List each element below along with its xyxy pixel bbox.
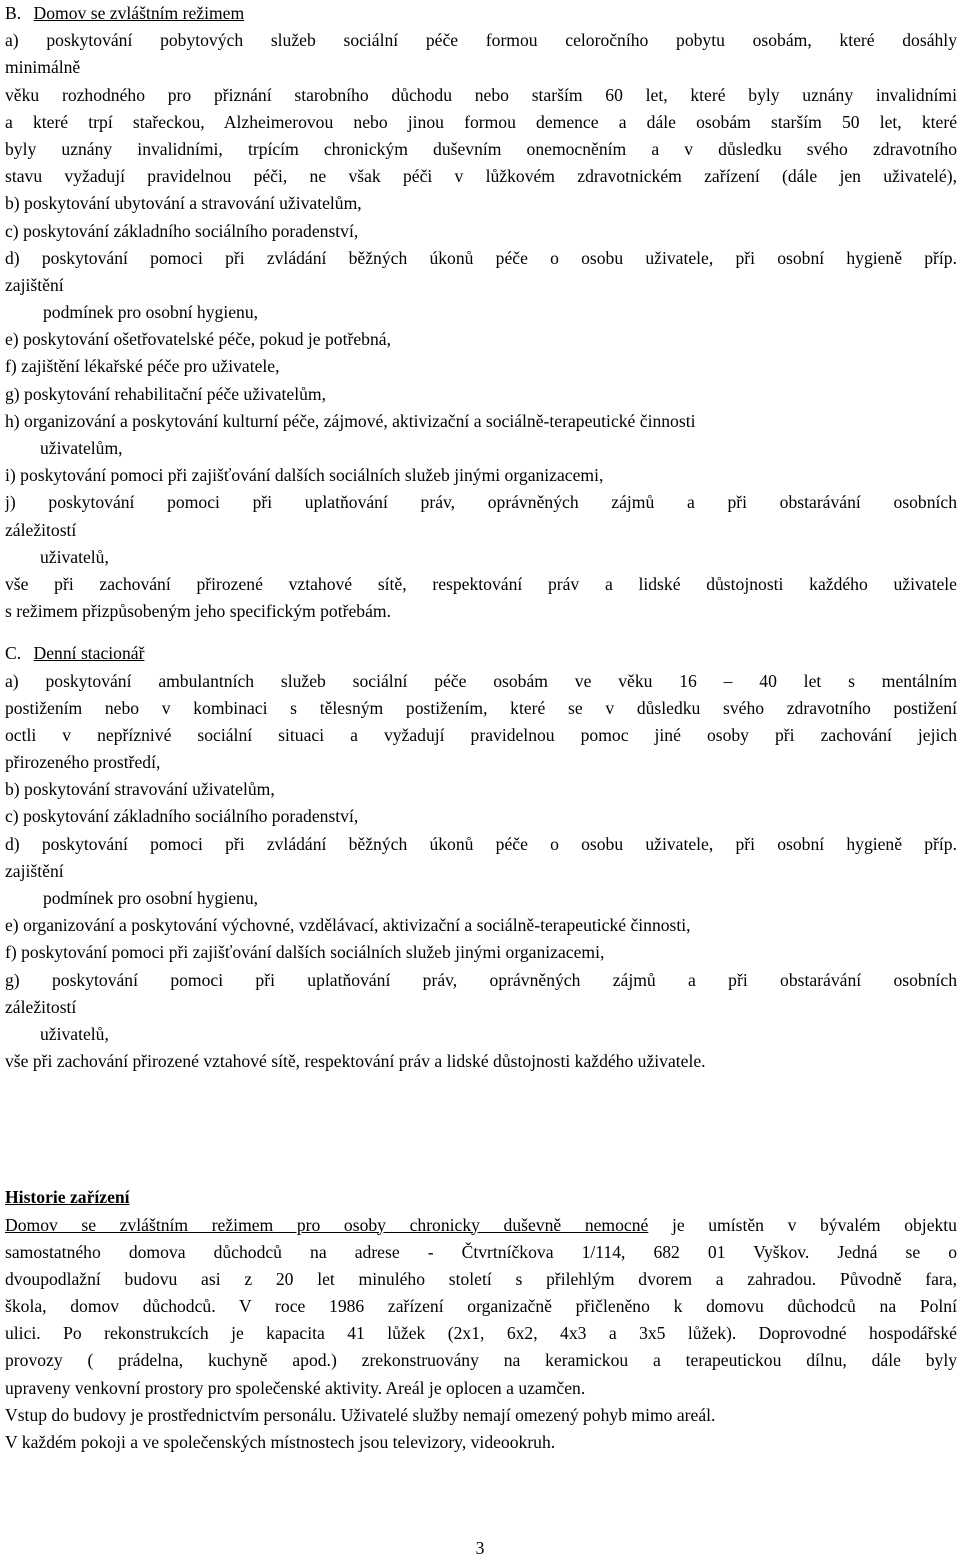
section-c-line: g) poskytování pomoci při uplatňování práv, oprávněných zájmů a při obstarávání osobních	[5, 969, 957, 990]
section-b-line: h) organizování a poskytování kulturní péče, zájmové, aktivizační a sociálně-terapeutické činnosti	[5, 410, 696, 431]
section-b-line: e) poskytování ošetřovatelské péče, pokud je potřebná,	[5, 329, 391, 350]
section-b-line: a které trpí stařeckou, Alzheimerovou nebo jinou formou demence a dále osobám starším 50 let, které	[5, 111, 957, 132]
section-b-line: d) poskytování pomoci při zvládání běžných úkonů péče o osobu uživatele, při osobní hygieně příp.	[5, 247, 957, 268]
section-b-line: b) poskytování ubytování a stravování uživatelům,	[5, 193, 362, 214]
section-c-line: f) poskytování pomoci při zajišťování dalších sociálních služeb jinými organizacemi,	[5, 942, 605, 963]
section-b-line: zajištění	[5, 274, 64, 295]
section-b-line: záležitostí	[5, 519, 77, 540]
section-c-title: Denní stacionář	[33, 643, 145, 664]
section-c-line: vše při zachování přirozené vztahové sítě, respektování práv a lidské důstojnosti každého uživatele.	[5, 1051, 706, 1072]
section-c-line: c) poskytování základního sociálního poradenství,	[5, 806, 359, 827]
section-b-line: c) poskytování základního sociálního poradenství,	[5, 220, 359, 241]
section-b-line: uživatelů,	[40, 546, 109, 567]
historie-line: samostatného domova důchodců na adrese - Čtvrtníčkova 1/114, 682 01 Vyškov. Jedná se o	[5, 1241, 957, 1262]
section-b-heading	[5, 0, 957, 27]
historie-first-line-rest: je umístěn v bývalém objektu	[648, 1214, 957, 1235]
historie-first-line	[5, 1212, 957, 1239]
section-b-title: Domov se zvláštním režimem	[33, 3, 245, 23]
section-b-line: minimálně	[5, 57, 81, 78]
section-c-heading	[5, 640, 957, 667]
section-c-line: octli v nepříznivé sociální situaci a vyžadují pravidelnou pomoc jiné osoby při zachování jejich	[5, 724, 957, 745]
section-c-letter: C.	[5, 643, 22, 664]
section-c-line: e) organizování a poskytování výchovné, vzdělávací, aktivizační a sociálně-terapeutické činnosti,	[5, 915, 691, 936]
section-b-line: věku rozhodného pro přiznání starobního důchodu nebo starším 60 let, které byly uznány invalidními	[5, 84, 957, 105]
section-b-line: g) poskytování rehabilitační péče uživatelům,	[5, 383, 326, 404]
section-b-line: byly uznány invalidními, trpícím chronickým duševním onemocněním a v důsledku svého zdravotního	[5, 138, 957, 159]
page-number: 3	[475, 1538, 485, 1558]
section-b-line: stavu vyžadují pravidelnou péči, ne však péči v lůžkovém zdravotnickém zařízení (dále jen uživatelé),	[5, 166, 957, 187]
section-b-line: j) poskytování pomoci při uplatňování práv, oprávněných zájmů a při obstarávání osobních	[5, 492, 957, 513]
section-b-line: s režimem přizpůsobeným jeho specifickým potřebám.	[5, 601, 391, 622]
spacer	[5, 625, 957, 640]
section-c-line: d) poskytování pomoci při zvládání běžných úkonů péče o osobu uživatele, při osobní hygieně příp.	[5, 833, 957, 854]
historie-line: Vstup do budovy je prostřednictvím personálu. Uživatelé služby nemají omezený pohyb mimo areál.	[5, 1404, 716, 1425]
section-b-line: vše při zachování přirozené vztahové sítě, respektování práv a lidské důstojnosti každého uživatele	[5, 573, 957, 594]
historie-line: provozy ( prádelna, kuchyně apod.) zrekonstruovány na keramickou a terapeutickou dílnu, dále byly	[5, 1350, 957, 1371]
section-c-line: zajištění	[5, 860, 64, 881]
section-b-line: a) poskytování pobytových služeb sociální péče formou celoročního pobytu osobám, které dosáhly	[5, 30, 957, 51]
section-c-line: záležitostí	[5, 996, 77, 1017]
historie-heading: Historie zařízení	[5, 1187, 130, 1208]
section-c-line: uživatelů,	[40, 1023, 109, 1044]
facility-name: Domov se zvláštním režimem pro osoby chronicky duševně nemocné	[5, 1214, 649, 1235]
section-c-line: b) poskytování stravování uživatelům,	[5, 779, 275, 800]
historie-line: ulici. Po rekonstrukcích je kapacita 41 lůžek (2x1, 6x2, 4x3 a 3x5 lůžek). Doprovodné hospodářské	[5, 1323, 957, 1344]
section-c-line: přirozeného prostředí,	[5, 752, 161, 773]
section-c-line: postižením nebo v kombinaci s tělesným postižením, které se v důsledku svého zdravotního postižení	[5, 697, 957, 718]
historie-line: dvoupodlažní budovu asi z 20 let minulého století s přilehlým dvorem a zahradou. Původně fara,	[5, 1268, 957, 1289]
section-b-letter: B.	[5, 3, 22, 23]
page-content	[5, 0, 957, 1456]
spacer	[5, 1075, 957, 1184]
historie-line: upraveny venkovní prostory pro společenské aktivity. Areál je oplocen a uzamčen.	[5, 1377, 586, 1398]
section-b-line: i) poskytování pomoci při zajišťování dalších sociálních služeb jinými organizacemi,	[5, 465, 604, 486]
section-b-line: podmínek pro osobní hygienu,	[43, 302, 259, 323]
section-c-line: a) poskytování ambulantních služeb sociální péče osobám ve věku 16 – 40 let s mentálním	[5, 670, 957, 691]
section-b-line: uživatelům,	[40, 438, 123, 458]
section-c-line: podmínek pro osobní hygienu,	[43, 888, 259, 908]
historie-line: V každém pokoji a ve společenských místnostech jsou televizory, videookruh.	[5, 1432, 556, 1452]
section-b-line: f) zajištění lékařské péče pro uživatele,	[5, 356, 280, 377]
historie-line: škola, domov důchodců. V roce 1986 zařízení organizačně přičleněno k domovu důchodců na Polní	[5, 1296, 957, 1317]
